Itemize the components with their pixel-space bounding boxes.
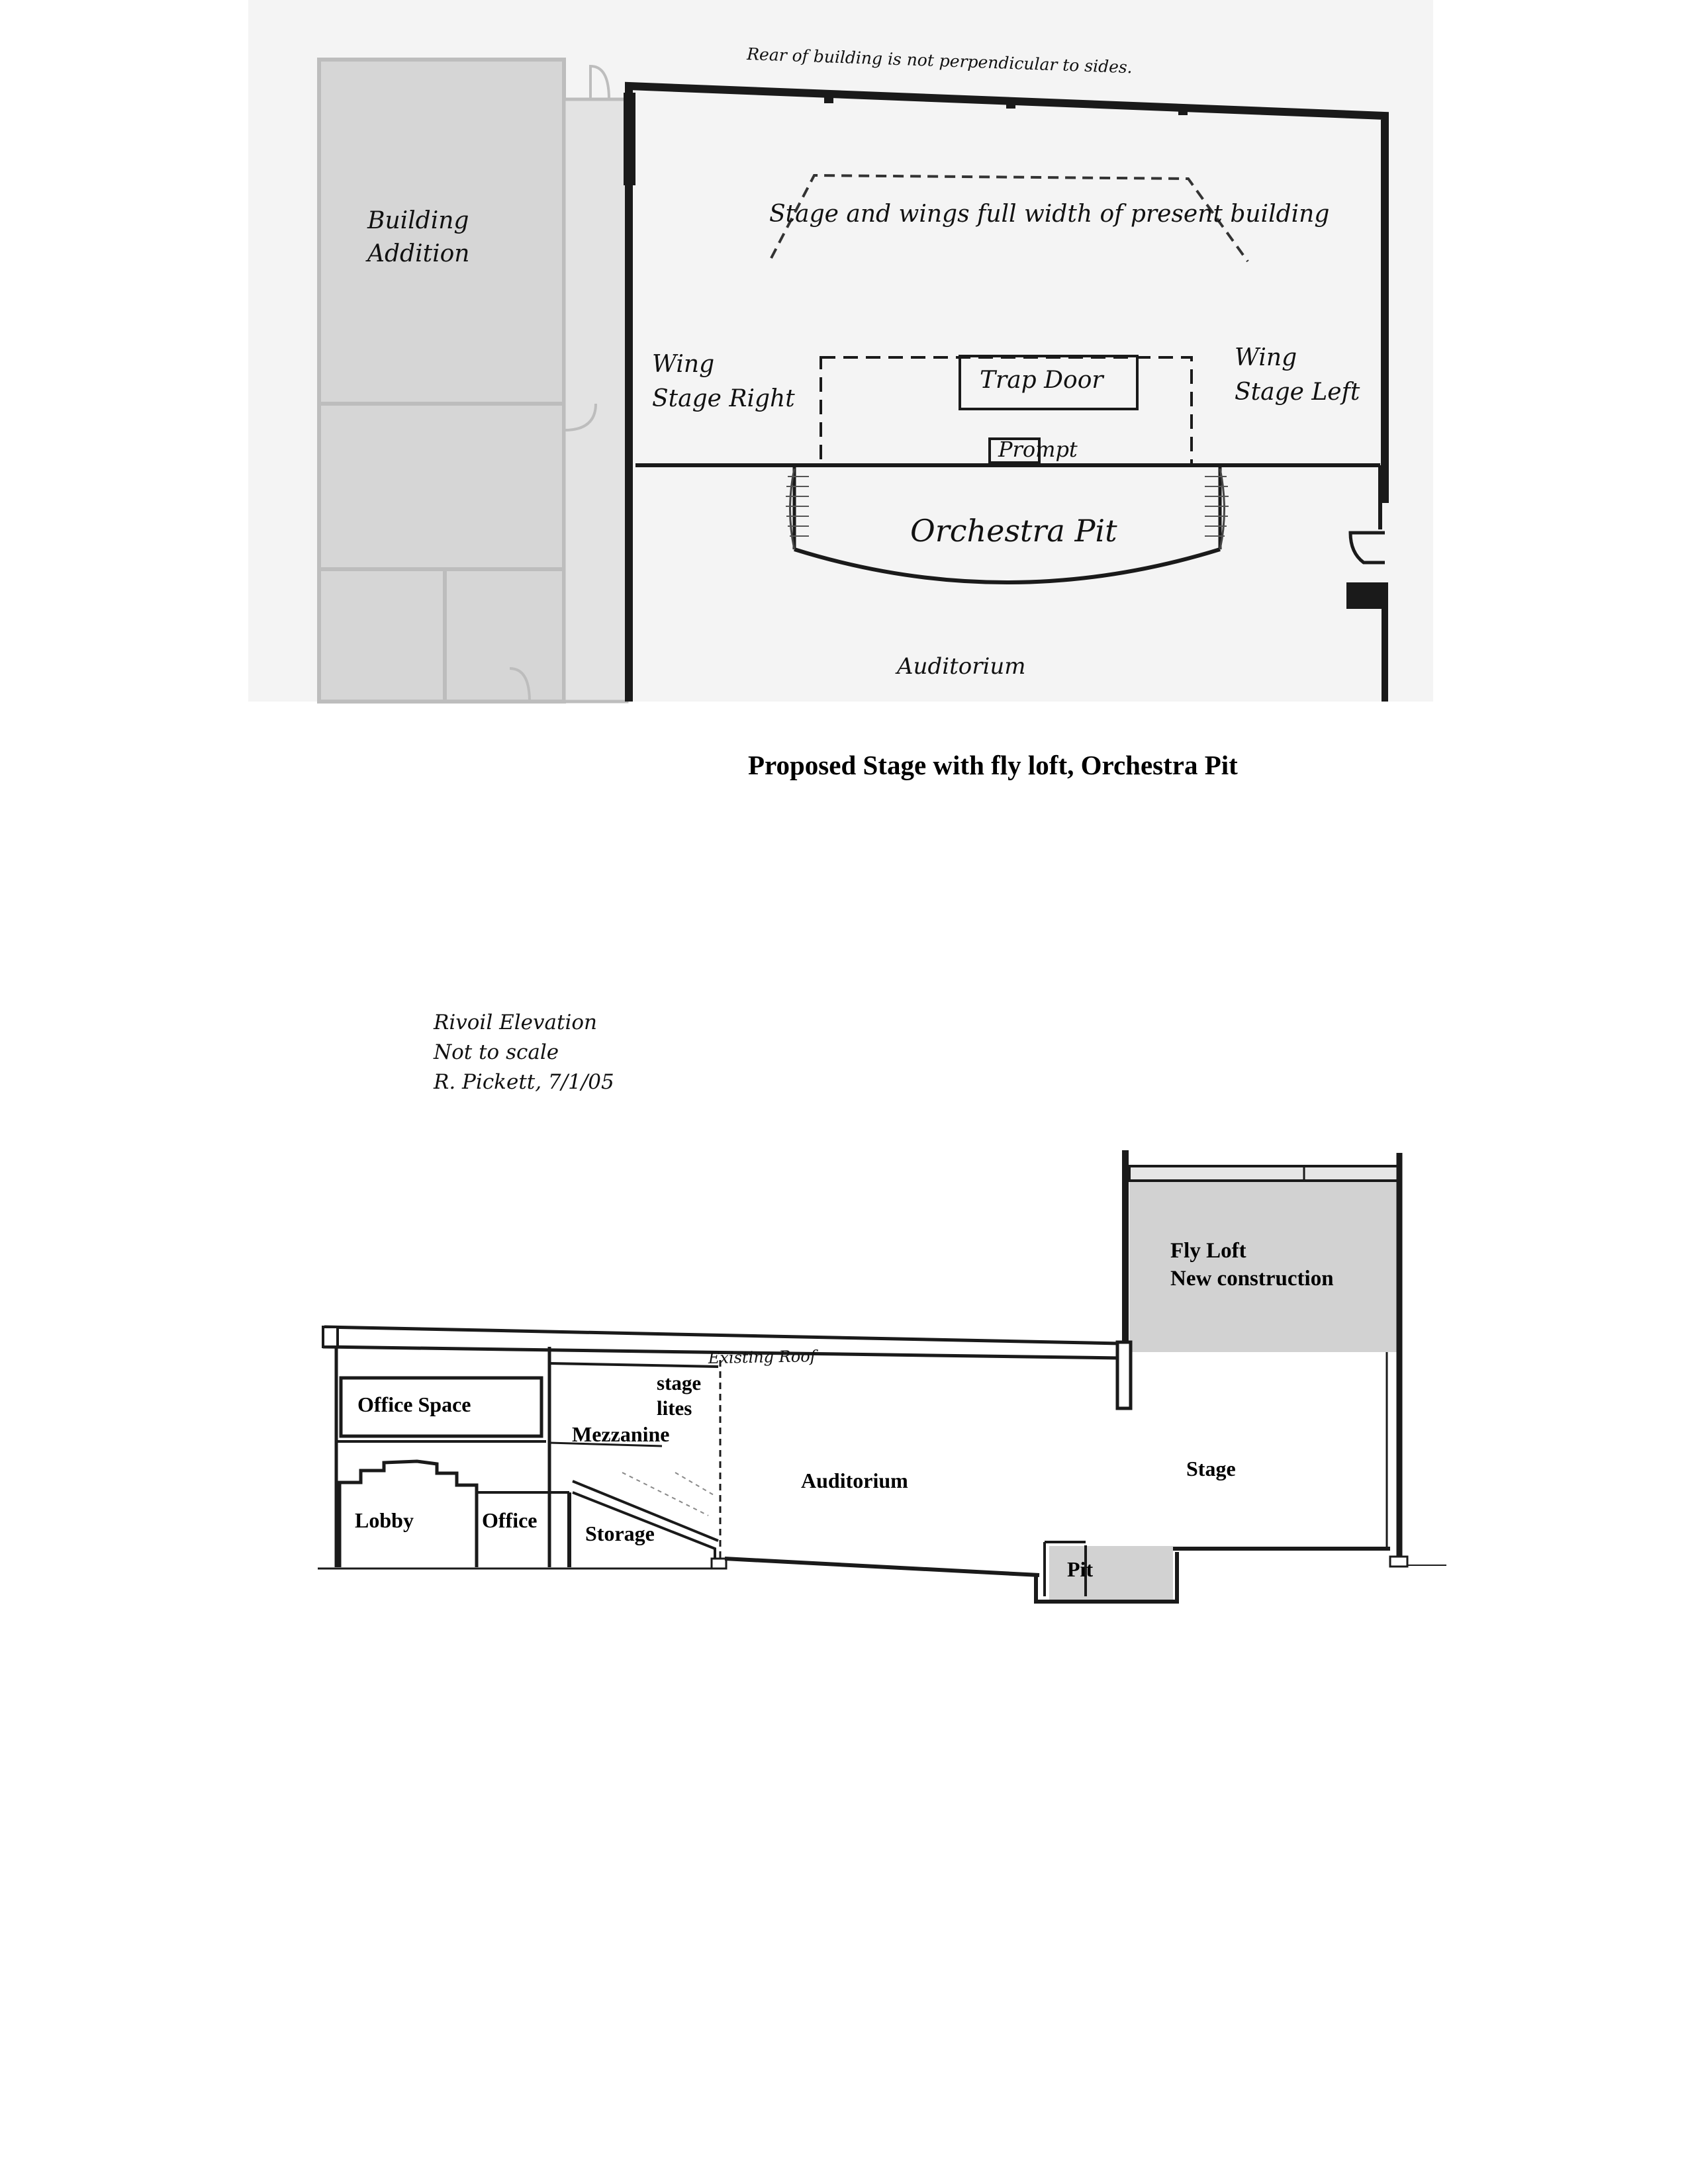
plan-caption: Proposed Stage with fly loft, Orchestra Pit	[748, 750, 1238, 780]
svg-text:Office Space: Office Space	[357, 1392, 471, 1416]
pit-block	[1036, 1542, 1177, 1602]
auditorium-floor	[318, 1469, 1039, 1575]
mezzanine-block	[549, 1360, 726, 1569]
svg-text:Lobby: Lobby	[355, 1508, 414, 1532]
trap-door-label: Trap Door	[980, 367, 1103, 394]
left-block	[336, 1347, 549, 1567]
svg-text:Fly Loft New construct: Fly Loft New construction	[1170, 1239, 1334, 1291]
building-addition-label: Building Addition	[367, 207, 470, 267]
lobby-office	[340, 1461, 569, 1567]
fly-loft	[1125, 1150, 1399, 1562]
prompt-label: Prompt	[998, 437, 1078, 462]
svg-text:Auditorium: Auditorium	[801, 1469, 908, 1492]
plan-auditorium-label: Auditorium	[897, 653, 1026, 680]
stage-block	[1079, 1352, 1446, 1567]
svg-text:Pit: Pit	[1067, 1557, 1094, 1581]
svg-text:stage lites: stage lites	[657, 1371, 702, 1420]
svg-text:Existing Roof: Existing Roof	[708, 1347, 816, 1367]
floor-plan	[248, 0, 1433, 780]
wing-stage-left-label: Wing Stage Left	[1235, 344, 1360, 406]
svg-text:Stage: Stage	[1186, 1457, 1236, 1480]
svg-text:Storage: Storage	[585, 1522, 655, 1545]
svg-text:Mezzanine: Mezzanine	[572, 1422, 670, 1446]
svg-text:Office: Office	[482, 1508, 538, 1532]
elevation-notes: Rivoil Elevation Not to scale R. Pickett, 7/1/05	[434, 1011, 614, 1094]
stage-wings-note: Stage and wings full width of present building	[769, 201, 1330, 228]
building-addition-area	[319, 60, 627, 702]
orchestra-pit-label: Orchestra Pit	[910, 513, 1117, 549]
wing-stage-right-label: Wing Stage Right	[652, 351, 795, 412]
elevation-drawing	[318, 1011, 1446, 1602]
rear-note: Rear of building is not perpendicular to sides.	[746, 44, 1133, 77]
